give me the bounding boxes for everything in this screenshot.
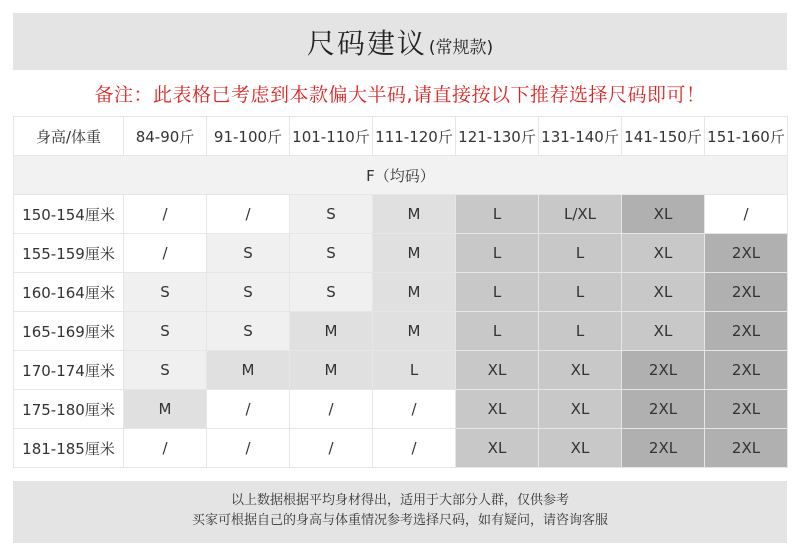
size-cell: S: [290, 273, 373, 312]
size-cell: /: [207, 429, 290, 468]
header-row: [14, 117, 788, 156]
size-cell: XL: [456, 429, 539, 468]
size-cell: L: [539, 273, 622, 312]
size-cell: XL: [622, 273, 705, 312]
table-row: [14, 351, 788, 390]
table-row: [14, 390, 788, 429]
height-label: 170-174厘米: [14, 351, 124, 390]
size-cell: XL: [539, 429, 622, 468]
table-row: [14, 195, 788, 234]
size-span-label: F（均码）: [14, 156, 788, 195]
size-cell: XL: [622, 234, 705, 273]
size-cell: L: [456, 273, 539, 312]
size-cell: M: [373, 312, 456, 351]
size-cell: S: [207, 234, 290, 273]
size-cell: 2XL: [705, 390, 788, 429]
size-cell: L: [539, 234, 622, 273]
height-label: 181-185厘米: [14, 429, 124, 468]
size-cell: /: [124, 234, 207, 273]
size-cell: /: [373, 429, 456, 468]
size-cell: /: [705, 195, 788, 234]
size-cell: 2XL: [705, 273, 788, 312]
table-row: [14, 429, 788, 468]
size-cell: L: [539, 312, 622, 351]
size-cell: /: [373, 390, 456, 429]
size-cell: S: [124, 273, 207, 312]
size-cell: S: [124, 312, 207, 351]
weight-header: 151-160斤: [705, 117, 788, 156]
size-cell: /: [207, 195, 290, 234]
size-cell: /: [124, 195, 207, 234]
size-cell: L: [456, 312, 539, 351]
size-cell: S: [290, 234, 373, 273]
size-cell: /: [290, 390, 373, 429]
size-cell: L/XL: [539, 195, 622, 234]
size-cell: S: [207, 312, 290, 351]
size-cell: XL: [622, 195, 705, 234]
size-cell: 2XL: [705, 351, 788, 390]
size-cell: /: [290, 429, 373, 468]
page-subtitle: (常规款): [428, 38, 494, 58]
size-cell: 2XL: [622, 351, 705, 390]
size-cell: XL: [539, 351, 622, 390]
height-label: 165-169厘米: [14, 312, 124, 351]
height-label: 150-154厘米: [14, 195, 124, 234]
weight-header: 101-110斤: [290, 117, 373, 156]
size-span-row: [14, 156, 788, 195]
size-cell: S: [124, 351, 207, 390]
size-cell: /: [207, 390, 290, 429]
size-cell: M: [207, 351, 290, 390]
size-cell: 2XL: [705, 429, 788, 468]
size-cell: L: [373, 351, 456, 390]
note-text: 备注：此表格已考虑到本款偏大半码,请直接按以下推荐选择尺码即可！: [94, 84, 706, 106]
size-cell: 2XL: [705, 234, 788, 273]
weight-header: 141-150斤: [622, 117, 705, 156]
size-cell: L: [456, 195, 539, 234]
size-cell: L: [456, 234, 539, 273]
size-cell: XL: [456, 351, 539, 390]
weight-header: 131-140斤: [539, 117, 622, 156]
table-row: [14, 273, 788, 312]
size-cell: 2XL: [622, 390, 705, 429]
weight-header: 121-130斤: [456, 117, 539, 156]
weight-header: 111-120斤: [373, 117, 456, 156]
size-table: [13, 116, 788, 468]
size-cell: M: [124, 390, 207, 429]
table-row: [14, 312, 788, 351]
height-label: 175-180厘米: [14, 390, 124, 429]
size-cell: /: [124, 429, 207, 468]
title-bar: [13, 13, 787, 70]
size-cell: M: [373, 273, 456, 312]
footer-note: [13, 481, 787, 543]
footer-line-1: 以上数据根据平均身材得出，适用于大部分人群，仅供参考: [230, 493, 569, 508]
size-cell: S: [207, 273, 290, 312]
size-cell: M: [290, 312, 373, 351]
size-cell: XL: [539, 390, 622, 429]
weight-header: 91-100斤: [207, 117, 290, 156]
size-cell: M: [373, 195, 456, 234]
footer-line-2: 买家可根据自己的身高与体重情况参考选择尺码，如有疑问，请咨询客服: [191, 513, 608, 528]
size-cell: 2XL: [622, 429, 705, 468]
weight-header: 84-90斤: [124, 117, 207, 156]
size-cell: 2XL: [705, 312, 788, 351]
size-cell: M: [290, 351, 373, 390]
size-cell: XL: [622, 312, 705, 351]
height-label: 155-159厘米: [14, 234, 124, 273]
corner-header: 身高/体重: [14, 117, 124, 156]
page-title: 尺码建议: [306, 26, 427, 60]
height-label: 160-164厘米: [14, 273, 124, 312]
size-cell: M: [373, 234, 456, 273]
size-cell: XL: [456, 390, 539, 429]
size-cell: S: [290, 195, 373, 234]
table-row: [14, 234, 788, 273]
